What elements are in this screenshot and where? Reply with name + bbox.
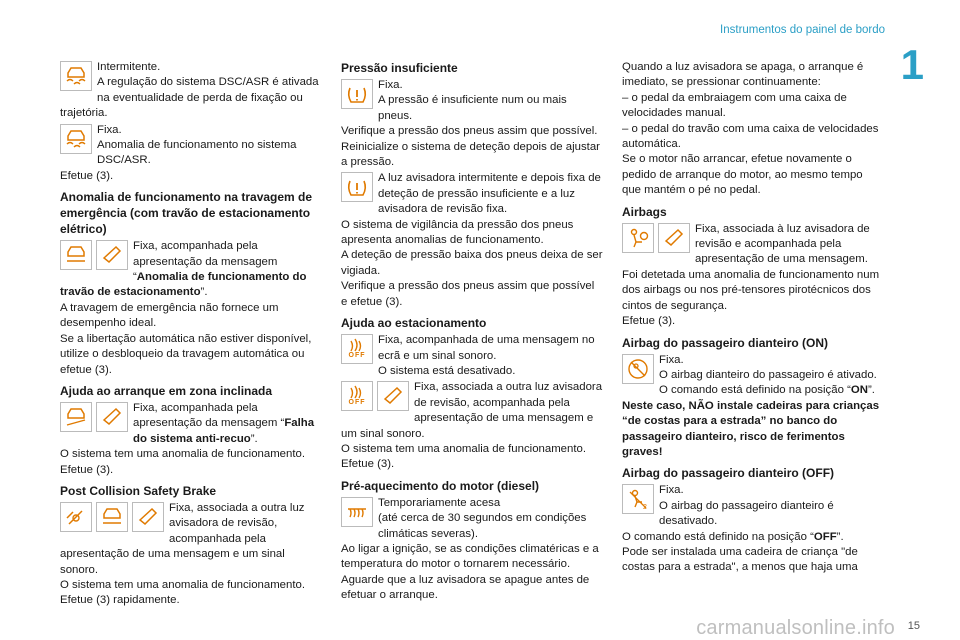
pax-on-p2: O comando está definido na posição “ON”.: [659, 384, 875, 397]
hill-p1: O sistema tem uma anomalia de funcionamento.: [60, 448, 306, 461]
dsc-blink-text: A regulação do sistema DSC/ASR é ativada na eventualidade de perda de fixação ou trajetória.: [60, 76, 319, 120]
service-warning-icon: [96, 240, 128, 270]
tyre-state: Fixa.: [378, 79, 403, 91]
dsc-fixed-block: [60, 123, 322, 185]
glow-plug-icon: [341, 497, 373, 527]
pcsb-heading: Post Collision Safety Brake: [60, 483, 217, 498]
watermark: carmanualsonline.info: [696, 616, 895, 639]
dsc-fixed-state: Fixa.: [97, 123, 122, 136]
hill-assist-icon: [60, 402, 92, 432]
brake-heading: Anomalia de funcionamento na travagem de emergência (com travão de estacionamento elétrico): [60, 190, 313, 237]
start-p1: Quando a luz avisadora se apaga, o arranque é imediato, se pressionar continuamente:: [622, 61, 864, 89]
tyre-p1: A pressão é insuficiente num ou mais pneus.: [378, 94, 567, 122]
preheat-p2: Ao ligar a ignição, se as condições climatéricas e a temperatura do motor o tornarem necessário.: [341, 542, 599, 571]
tyre-block: [341, 78, 603, 170]
service-warning-icon: [377, 381, 409, 411]
start-p3: – o pedal do travão com uma caixa de velocidades automática.: [622, 122, 879, 151]
pax-off-p3: Pode ser instalada uma cadeira de criança "de costas para a estrada", a menos que haja uma: [622, 545, 858, 574]
hill-block: [60, 401, 322, 478]
pax-off-p2: O comando está definido na posição “OFF”.: [622, 530, 844, 543]
tyre-p6: A deteção de pressão baixa dos pneus deixa de ser vigiada.: [341, 249, 603, 277]
park-p3: O sistema tem uma anomalia de funcionamento.: [341, 442, 587, 455]
pax-on-block: [622, 353, 884, 461]
brake-block: [60, 239, 322, 378]
brake-state: Fixa, acompanhada pela apresentação da mensagem: [133, 240, 278, 268]
child-seat-on-icon: [622, 354, 654, 384]
collision-icon: [60, 502, 92, 532]
preheat-p3: Aguarde que a luz avisadora se apague antes de efetuar o arranque.: [341, 573, 590, 602]
column-1: [60, 60, 322, 610]
dsc-blink-block: [60, 60, 322, 122]
tyre-heading: Pressão insuficiente: [341, 61, 458, 75]
pax-off-state: Fixa.: [659, 484, 684, 497]
pax-off-heading: Airbag do passageiro dianteiro (OFF): [622, 466, 835, 481]
tyre-p2: Verifique a pressão dos pneus assim que possível.: [341, 125, 598, 138]
column-2: [341, 60, 603, 605]
passenger-airbag-off-icon: [622, 484, 654, 514]
chapter-number: 1: [900, 41, 924, 88]
brake-p2: Se a libertação automática não estiver disponível, utilize o desbloqueio da travagem automática ou efetue (3).: [60, 332, 312, 376]
park-p2: Fixa, associada a outra luz avisadora de revisão, acompanhada pela apresentação de uma mensagem e um sinal sonoro.: [341, 381, 603, 440]
skid-warning-icon: [96, 502, 128, 532]
column-3: [622, 60, 884, 577]
tyre-p3: Reinicialize o sistema de deteção depois de ajustar a pressão.: [341, 140, 600, 169]
pcsb-p2: Efetue (3) rapidamente.: [60, 594, 180, 607]
preheat-heading: Pré-aquecimento do motor (diesel): [341, 478, 540, 493]
tyre-p5: O sistema de vigilância da pressão dos pneus apresenta anomalias de funcionamento.: [341, 218, 574, 247]
page-number: 15: [907, 619, 920, 632]
airbags-heading: Airbags: [622, 204, 667, 219]
running-header: Instrumentos do painel de bordo: [720, 24, 885, 36]
start-p4: Se o motor não arrancar, efetue novamente o pedido de arranque do motor, ao mesmo tempo que mantém o pé no pedal.: [622, 153, 863, 197]
skid-warning-icon: [60, 240, 92, 270]
airbag-icon: [622, 223, 654, 253]
dsc-skid-icon: [60, 61, 92, 91]
dsc-blink-state: Intermitente.: [97, 61, 161, 73]
brake-p1: A travagem de emergência não fornece um desempenho ideal.: [60, 301, 279, 330]
pax-on-state: Fixa.: [659, 353, 684, 366]
dsc-fixed-text: Anomalia de funcionamento no sistema DSC/ASR.: [97, 139, 297, 167]
pax-off-block: [622, 483, 884, 575]
preheat-state: Temporariamente acesa: [378, 496, 501, 509]
pcsb-p1: O sistema tem uma anomalia de funcionamento.: [60, 578, 306, 591]
service-warning-icon: [132, 502, 164, 532]
start-p2: – o pedal da embraiagem com uma caixa de velocidades manual.: [622, 91, 847, 120]
preheat-block: [341, 496, 603, 604]
preheat-p1: (até cerca de 30 segundos em condições climáticas severas).: [378, 512, 587, 540]
park-off-block: [341, 333, 603, 379]
service-warning-icon: [96, 402, 128, 432]
park-fault-block: [341, 380, 603, 472]
hill-p2: Efetue (3).: [60, 463, 114, 476]
dsc-fixed-effect: Efetue (3).: [60, 169, 114, 182]
hill-heading: Ajuda ao arranque em zona inclinada: [60, 383, 273, 398]
pax-on-warning: Neste caso, NÃO instale cadeiras para crianças “de costas para a estrada” no banco do passageiro dianteiro, risco de ferimentos graves!: [622, 399, 880, 458]
brake-message: “Anomalia de funcionamento do travão de estacionamento”.: [60, 271, 307, 299]
tyre-p7: Verifique a pressão dos pneus assim que possível e efetue (3).: [341, 280, 595, 308]
pcsb-state: Fixa, associada a outra luz avisadora de revisão, acompanhada pela apresentação de uma mensagem e um sinal sonoro.: [60, 501, 305, 576]
park-p1: O sistema está desativado.: [378, 364, 516, 377]
tyre-p4: A luz avisadora intermitente e depois fixa de deteção de pressão insuficiente e a luz avisadora de revisão fixa.: [378, 172, 601, 216]
pax-off-p1: O airbag do passageiro dianteiro é desativado.: [659, 499, 834, 528]
park-assist-off-icon: OFF: [341, 381, 373, 411]
pax-on-heading: Airbag do passageiro dianteiro (ON): [622, 335, 829, 350]
park-assist-off-icon: OFF: [341, 334, 373, 364]
pcsb-block: [60, 501, 322, 609]
airbags-state: Fixa, associada à luz avisadora de revisão e acompanhada pela apresentação de uma mensagem.: [695, 222, 870, 266]
hill-state: Fixa, acompanhada pela apresentação da mensagem “Falha do sistema anti-recuo”.: [133, 401, 315, 445]
tyre-fault-block: [341, 171, 603, 310]
park-state: Fixa, acompanhada de uma mensagem no ecrã e um sinal sonoro.: [378, 334, 595, 362]
svg-text:2: 2: [643, 504, 647, 511]
airbags-p2: Efetue (3).: [622, 315, 676, 328]
tyre-pressure-icon: [341, 79, 373, 109]
service-warning-icon: [658, 223, 690, 253]
pax-on-p1: O airbag dianteiro do passageiro é ativado.: [659, 368, 877, 381]
park-p4: Efetue (3).: [341, 458, 395, 471]
park-heading: Ajuda ao estacionamento: [341, 316, 487, 331]
tyre-pressure-icon: [341, 172, 373, 202]
airbags-block: [622, 222, 884, 330]
dsc-skid-icon: [60, 124, 92, 154]
airbags-p1: Foi detetada uma anomalia de funcionamento num dos airbags ou nos pré-tensores pirotécnicos dos cintos de segurança.: [622, 268, 880, 312]
